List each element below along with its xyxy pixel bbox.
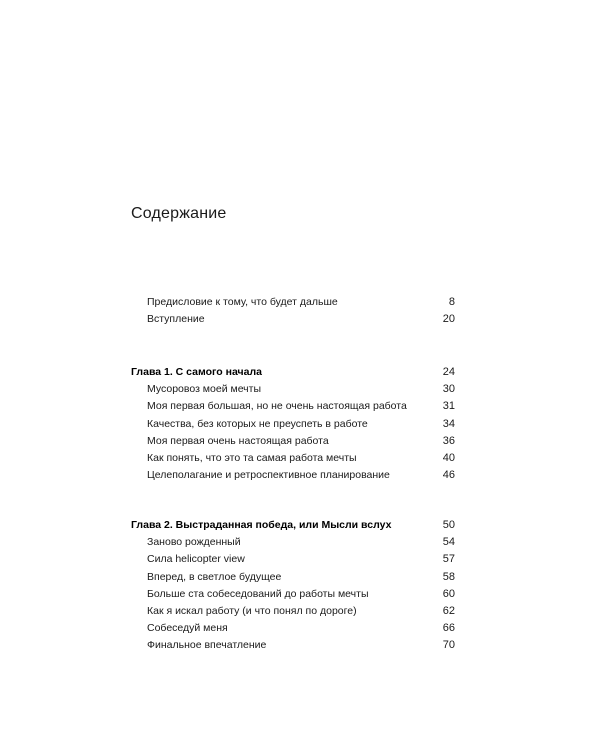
toc-entry-page: 70 [442,639,455,652]
toc-entry-page: 30 [442,383,455,396]
toc-entry-label: Вступление [147,313,205,326]
toc-entry-label: Как я искал работу (и что понял по дороге) [147,604,357,617]
toc-entry-label: Сила helicopter view [147,553,245,566]
toc-entry-page: 20 [442,313,455,326]
toc-chapter-2 [131,517,455,655]
toc-front-matter [131,294,455,328]
toc-entry[interactable] [131,433,455,450]
toc-entry-page: 66 [442,622,455,635]
toc-entry-label: Предисловие к тому, что будет дальше [147,296,338,308]
toc-chapter-heading[interactable] [131,517,455,534]
toc-chapter-1 [131,364,455,484]
toc-chapter-heading[interactable] [131,364,455,381]
toc-entry-page: 50 [442,519,455,531]
toc-entry[interactable] [131,398,455,415]
toc-entry[interactable] [131,586,455,603]
toc-entry-label: Целеполагание и ретроспективное планирование [147,469,390,482]
toc-chapter-title: Глава 2. Выстраданная победа, или Мысли вслух [131,519,392,531]
toc-entry-label: Моя первая большая, но не очень настоящая работа [147,400,407,413]
toc-entry-page: 58 [442,570,455,583]
toc-entry-page: 34 [442,417,455,430]
toc-entry[interactable] [131,294,455,311]
toc-entry-page: 36 [442,434,455,447]
toc-entry-label: Моя первая очень настоящая работа [147,434,329,447]
toc-entry[interactable] [131,534,455,551]
toc-entry-page: 40 [442,451,455,464]
toc-entry[interactable] [131,603,455,620]
page-title: Содержание [131,205,227,222]
toc-entry-page: 62 [442,604,455,617]
toc-entry[interactable] [131,620,455,637]
toc-entry[interactable] [131,551,455,568]
toc-entry-label: Заново рожденный [147,536,241,549]
toc-entry[interactable] [131,381,455,398]
toc-entry[interactable] [131,311,455,328]
toc-entry-label: Финальное впечатление [147,639,267,652]
toc-entry-label: Вперед, в светлое будущее [147,570,282,583]
toc-entry-page: 60 [442,587,455,600]
toc-entry-page: 46 [442,469,455,482]
toc-entry-page: 8 [448,296,455,308]
toc-entry-label: Собеседуй меня [147,622,228,635]
toc-entry-page: 24 [442,366,455,378]
toc-entry[interactable] [131,450,455,467]
toc-entry-label: Мусоровоз моей мечты [147,383,262,396]
toc-entry-label: Больше ста собеседований до работы мечты [147,587,369,600]
toc-entry[interactable] [131,569,455,586]
toc-entry[interactable] [131,416,455,433]
toc-entry-page: 57 [442,553,455,566]
toc-entry-page: 54 [442,536,455,549]
toc-entry[interactable] [131,467,455,484]
toc-entry-page: 31 [442,400,455,413]
toc-chapter-title: Глава 1. С самого начала [131,366,262,378]
toc-entry-label: Как понять, что это та самая работа мечты [147,451,357,464]
toc-entry-label: Качества, без которых не преуспеть в работе [147,417,368,430]
toc-entry[interactable] [131,637,455,654]
